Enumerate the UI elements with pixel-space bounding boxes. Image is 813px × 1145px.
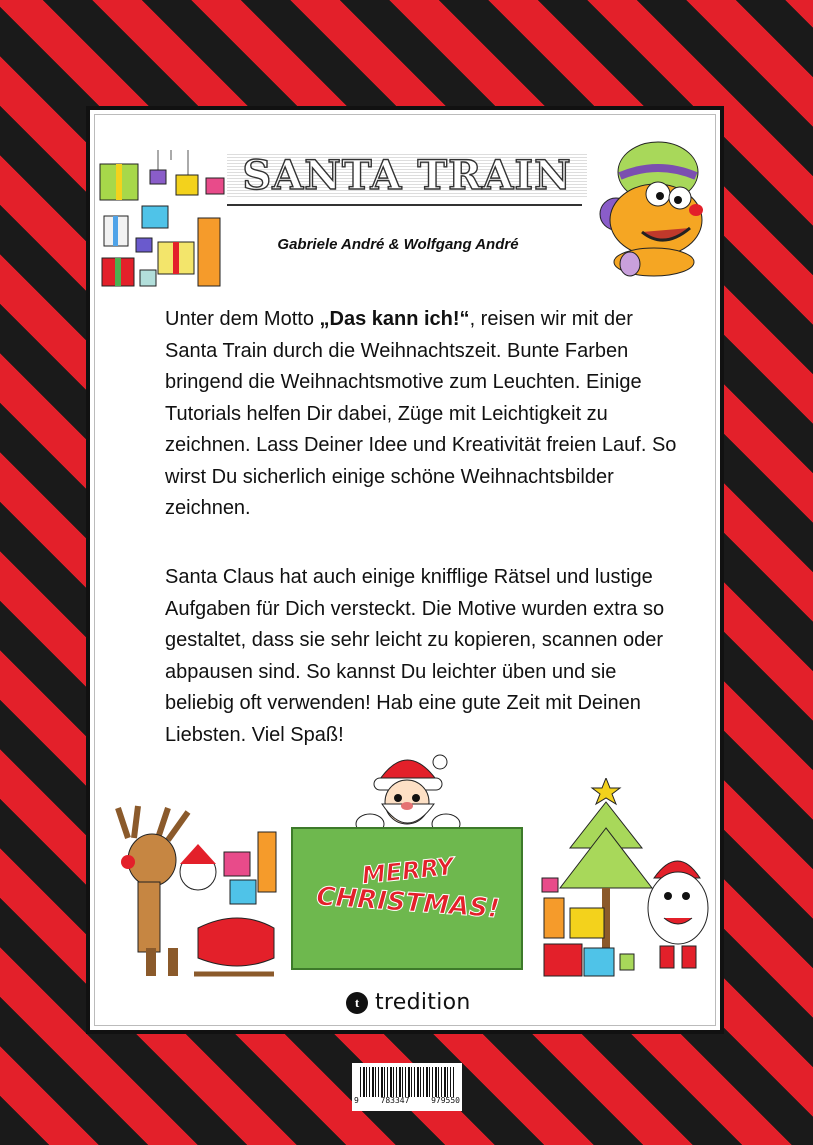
santa-head-illustration [352,742,462,838]
barcode-digits-3: 979550 [431,1096,460,1105]
christmas-tree-santa-illustration [540,778,720,984]
barcode-digit-1: 9 [354,1096,359,1105]
title-underline [227,204,582,206]
teddy-bear-illustration [594,132,718,278]
motto-text: „Das kann ich!“ [319,308,470,330]
description-paragraph-2: Santa Claus hat auch einige knifflige Rätsel und lustige Aufgaben für Dich versteckt. Die Motive wurden extra so gestaltet, dass sie sehr leicht zu kopieren, scannen oder abpausen sind. So kannst Du leichter üben und sie beliebig oft verwenden! Hab eine gute Zeit mit Deinen Liebsten. Viel Spaß! [165,566,665,746]
description-paragraph-1 [165,304,685,525]
para1-rest: , reisen wir mit der Santa Train durch die Weihnachtszeit. Bunte Farben bringend die Weihnachtsmotive zum Leuchten. Einige Tutorials helfen Dir dabei, Züge mit Leichtigkeit zu zeichnen. Lass Deiner Idee und Kreativität freien Lauf. So wirst Du sicherlich einige schöne Weihnachtsbilder zeichnen. [165,308,677,519]
barcode-number [354,1096,460,1105]
isbn-barcode [352,1063,462,1111]
christmas-line: CHRISTMAS! [315,881,501,925]
merry-line: MERRY [360,852,456,890]
book-authors: Gabriele André & Wolfgang André [277,236,519,253]
merry-christmas-text [313,852,503,925]
book-title: SANTA TRAIN [227,152,587,199]
publisher-name: tredition [375,990,471,1015]
publisher-brand [346,990,471,1015]
barcode-bars [360,1067,454,1097]
merry-christmas-sign [291,827,523,970]
reindeer-sleigh-illustration [98,798,278,988]
para1-intro: Unter dem Motto [165,308,320,330]
gifts-illustration [98,150,228,290]
cover-panel [86,106,724,1034]
tredition-logo-icon: t [346,992,368,1014]
barcode-digits-2: 783347 [380,1096,410,1105]
